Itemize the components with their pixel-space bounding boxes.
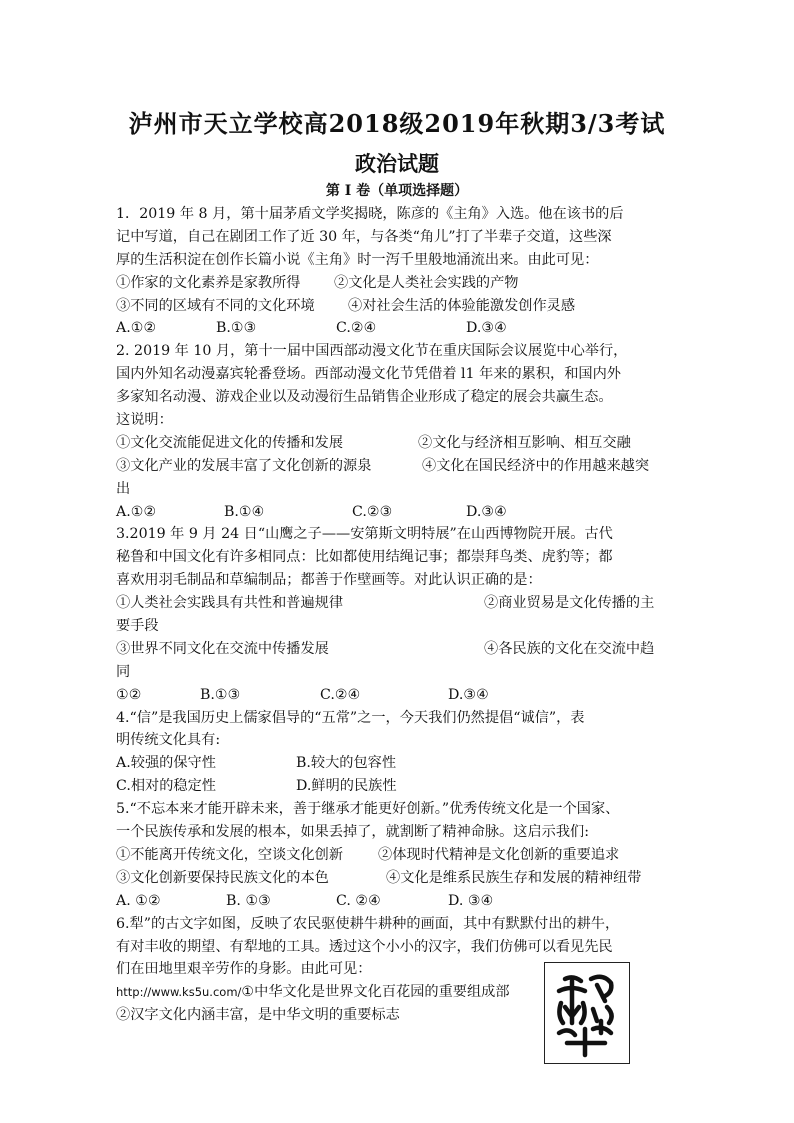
question-3-text-line: 秘鲁和中国文化有许多相同点：比如都使用结绳记事；都崇拜鸟类、虎豹等；都 bbox=[116, 549, 613, 566]
question-1 bbox=[116, 203, 688, 340]
question-1-text-line: 1．2019 年 8 月，第十届茅盾文学奖揭晓，陈彦的《主角》入选。他在该书的后 bbox=[116, 206, 624, 222]
seal-script-li-glyph bbox=[545, 963, 629, 1063]
question-6-text-line: 6.犁”的古文字如图，反映了农民驱使耕牛耕种的画面，其中有默默付出的耕牛， bbox=[116, 915, 620, 932]
question-1-text-line: 厚的生活积淀在创作长篇小说《主角》时一泻千里般地涌流出来。由此可见： bbox=[116, 251, 599, 268]
statement-4: ④文化是维系民族生存和发展的精神纽带 bbox=[386, 869, 642, 886]
statement-3: ③文化产业的发展丰富了文化创新的源泉 bbox=[116, 457, 372, 474]
question-2-text-line: 多家知名动漫、游戏企业以及动漫衍生品销售企业形成了稳定的展会共赢生态。 bbox=[116, 389, 613, 406]
statement-2: ②商业贸易是文化传播的主 bbox=[484, 595, 655, 612]
statement-1: ①文化交流能促进文化的传播和发展 bbox=[116, 434, 344, 451]
statement-3: ③不同的区域有不同的文化环境 bbox=[116, 297, 315, 314]
statement-3: ③世界不同文化在交流中传播发展 bbox=[116, 640, 329, 657]
statement-1: ①中华文化是世界文化百花园的重要组成部 bbox=[241, 984, 510, 1001]
statement-4: ④对社会生活的体验能激发创作灵感 bbox=[348, 297, 576, 314]
choice-c: C.②④ bbox=[320, 686, 361, 703]
choice-d: D. ③④ bbox=[448, 892, 494, 909]
choice-a: A.①② bbox=[116, 503, 157, 520]
question-3 bbox=[116, 523, 688, 706]
question-6-text-line: 有对丰收的期望、有犁地的工具。透过这个小小的汉字，我们仿佛可以看见先民 bbox=[116, 938, 613, 955]
statement-4-continued: 出 bbox=[116, 480, 131, 497]
choice-d: D.③④ bbox=[466, 320, 507, 337]
question-2-text-line: 这说明： bbox=[116, 412, 173, 429]
section-heading: 第 I 卷（单项选择题） bbox=[325, 183, 469, 199]
choice-c: C. ②④ bbox=[336, 892, 381, 909]
choice-b: B.较大的包容性 bbox=[296, 755, 397, 772]
choice-c: C.相对的稳定性 bbox=[116, 778, 216, 795]
statement-2: ②文化与经济相互影响、相互交融 bbox=[418, 434, 631, 451]
choice-b: B.①④ bbox=[224, 503, 265, 520]
choice-c: C.②④ bbox=[336, 320, 377, 337]
subject-title: 政治试题 bbox=[355, 151, 439, 176]
question-2 bbox=[116, 340, 688, 523]
statement-2-continued: 要手段 bbox=[116, 618, 159, 635]
question-4 bbox=[116, 707, 688, 799]
choice-b: B. ①③ bbox=[226, 892, 271, 909]
question-2-text-line: 国内外知名动漫嘉宾轮番登场。西部动漫文化节凭借着 l1 年来的累积，和国内外 bbox=[116, 366, 621, 383]
statement-4: ④各民族的文化在交流中趋 bbox=[484, 640, 655, 657]
choice-d: D.③④ bbox=[466, 503, 507, 520]
statement-4-continued: 同 bbox=[116, 663, 131, 680]
question-6-text-line: 们在田地里艰辛劳作的身影。由此可见： bbox=[116, 961, 372, 978]
question-1-text-line: 记中写道，自己在剧团工作了近 30 年，与各类“角儿”打了半辈子交道，这些深 bbox=[116, 228, 612, 245]
question-2-text-line: 2. 2019 年 10 月，第十一届中国西部动漫文化节在重庆国际会议展览中心举行， bbox=[116, 343, 628, 360]
choice-d: D.鲜明的民族性 bbox=[296, 778, 397, 795]
statement-1: ①作家的文化素养是家教所得 bbox=[116, 274, 301, 291]
questions bbox=[116, 203, 688, 1027]
question-5 bbox=[116, 798, 688, 912]
choice-a: A.①② bbox=[116, 320, 157, 337]
choice-b: B.①③ bbox=[200, 686, 241, 703]
question-3-text-line: 喜欢用羽毛制品和草编制品；都善于作壁画等。对此认识正确的是： bbox=[116, 572, 542, 589]
choice-a: A.较强的保守性 bbox=[116, 755, 216, 772]
statement-1: ①人类社会实践具有共性和普遍规律 bbox=[116, 595, 344, 612]
statement-4: ④文化在国民经济中的作用越来越突 bbox=[422, 457, 650, 474]
choice-a: ①② bbox=[116, 686, 142, 703]
source-url: http://www.ks5u.com/ bbox=[116, 985, 242, 1000]
ancient-character-image bbox=[544, 962, 630, 1064]
exam-title: 泸州市天立学校高2018级2019年秋期3/3考试 bbox=[128, 109, 666, 138]
choice-b: B.①③ bbox=[216, 320, 257, 337]
statement-3: ③文化创新要保持民族文化的本色 bbox=[116, 869, 329, 886]
choice-c: C.②③ bbox=[352, 503, 393, 520]
statement-2: ②体现时代精神是文化创新的重要追求 bbox=[378, 846, 620, 863]
question-5-text-line: 一个民族传承和发展的根本，如果丢掉了，就割断了精神命脉。这启示我们: bbox=[116, 824, 589, 841]
question-4-text-line: 明传统文化具有: bbox=[116, 732, 221, 749]
question-4-text-line: 4.“信”是我国历史上儒家倡导的“五常”之一，今天我们仍然提倡“诚信”，表 bbox=[116, 709, 585, 726]
statement-1: ①不能离开传统文化，空谈文化创新 bbox=[116, 846, 344, 863]
question-5-text-line: 5.“不忘本来才能开辟未来，善于继承才能更好创新。”优秀传统文化是一个国家、 bbox=[116, 801, 620, 818]
choice-d: D.③④ bbox=[448, 686, 489, 703]
statement-2: ②文化是人类社会实践的产物 bbox=[334, 274, 519, 291]
choice-a: A. ①② bbox=[116, 892, 161, 909]
question-3-text-line: 3.2019 年 9 月 24 日“山鹰之子——安第斯文明特展”在山西博物院开展。古代 bbox=[116, 526, 613, 543]
statement-2: ②汉字文化内涵丰富，是中华文明的重要标志 bbox=[116, 1007, 400, 1024]
